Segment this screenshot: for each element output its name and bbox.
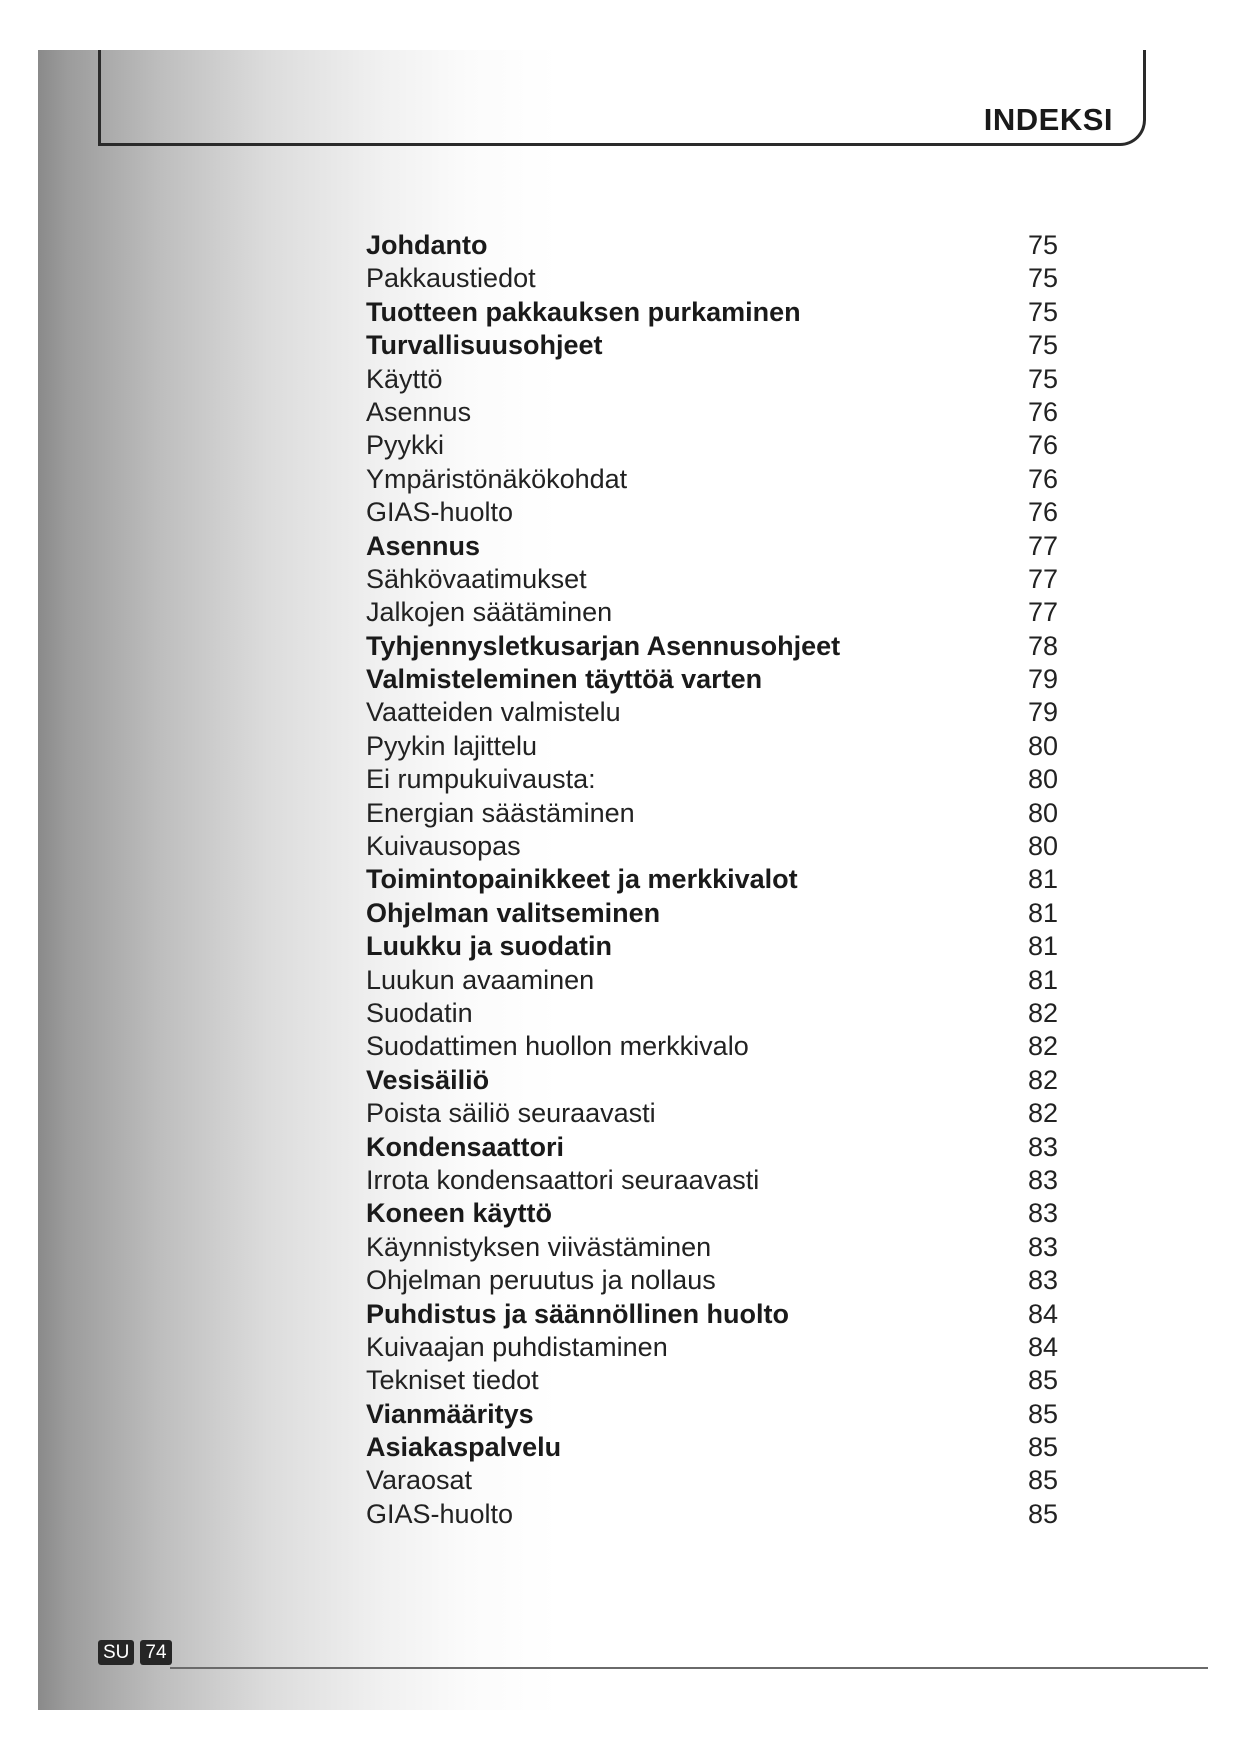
toc-entry-page: 83: [1027, 1198, 1058, 1229]
toc-entry: [366, 1298, 1058, 1331]
toc-entry-page: 81: [1027, 964, 1058, 995]
toc-entry-page: 77: [1027, 597, 1058, 628]
toc-entry-title: Luukku ja suodatin: [366, 931, 613, 962]
toc-entry: [366, 997, 1058, 1030]
toc-entry-title: Suodatin: [366, 997, 473, 1028]
toc-entry: [366, 530, 1058, 563]
toc-entry-page: 85: [1027, 1465, 1058, 1496]
toc-entry: [366, 1030, 1058, 1063]
toc-entry-title: Tekniset tiedot: [366, 1365, 539, 1396]
toc-entry-title: Koneen käyttö: [366, 1198, 553, 1229]
toc-entry-page: 75: [1027, 230, 1058, 260]
toc-entry-page: 81: [1027, 864, 1058, 895]
toc-entry-title: Vesisäiliö: [366, 1064, 490, 1095]
toc-entry: [366, 429, 1058, 462]
toc-entry-title: Suodattimen huollon merkkivalo: [366, 1031, 749, 1062]
toc-entry: [366, 696, 1058, 729]
toc-entry-title: Irrota kondensaattori seuraavasti: [366, 1164, 760, 1195]
toc-entry-title: Sähkövaatimukset: [366, 563, 587, 594]
toc-entry-page: 78: [1027, 630, 1058, 661]
toc-entry: [366, 1164, 1058, 1197]
toc-entry-title: Toimintopainikkeet ja merkkivalot: [366, 864, 798, 895]
toc-entry: [366, 463, 1058, 496]
toc-entry-title: Asiakaspalvelu: [366, 1432, 562, 1463]
toc-entry-page: 80: [1027, 764, 1058, 795]
toc-entry-title: Vaatteiden valmistelu: [366, 697, 621, 728]
toc-entry-title: Turvallisuusohjeet: [366, 330, 603, 361]
toc-entry: [366, 1464, 1058, 1497]
toc-entry-title: Käyttö: [366, 363, 443, 394]
toc-entry-title: Pyykki: [366, 430, 445, 461]
toc-entry-page: 75: [1027, 263, 1058, 294]
toc-entry-page: 76: [1027, 396, 1058, 427]
toc-entry-title: GIAS-huolto: [366, 1498, 514, 1529]
toc-entry: [366, 296, 1058, 329]
toc-entry: [366, 363, 1058, 396]
toc-entry-page: 83: [1027, 1164, 1058, 1195]
toc-entry: [366, 1264, 1058, 1297]
toc-entry-title: Tyhjennysletkusarjan Asennusohjeet: [366, 630, 841, 661]
toc-entry-page: 85: [1027, 1365, 1058, 1396]
toc-entry: [366, 964, 1058, 997]
toc-entry-title: Energian säästäminen: [366, 797, 635, 828]
toc-entry: [366, 763, 1058, 796]
toc-entry: [366, 1231, 1058, 1264]
toc-entry-page: 76: [1027, 463, 1058, 494]
toc-entry: [366, 930, 1058, 963]
page-number-badge: 74: [140, 1640, 171, 1665]
toc-entry-title: Kondensaattori: [366, 1131, 565, 1162]
toc-entry-title: Kuivaajan puhdistaminen: [366, 1331, 668, 1362]
toc-entry-title: Poista säiliö seuraavasti: [366, 1098, 656, 1129]
toc-entry-page: 84: [1027, 1331, 1058, 1362]
toc-entry-title: GIAS-huolto: [366, 497, 514, 528]
page-title: INDEKSI: [983, 102, 1113, 137]
table-of-contents: [366, 229, 1058, 1531]
toc-entry: [366, 1131, 1058, 1164]
toc-entry-title: Ohjelman valitseminen: [366, 897, 661, 928]
toc-entry-page: 81: [1027, 931, 1058, 962]
toc-entry-title: Ei rumpukuivausta:: [366, 764, 596, 795]
toc-entry-page: 82: [1027, 1031, 1058, 1062]
toc-entry-page: 79: [1027, 697, 1058, 728]
toc-entry-page: 83: [1027, 1231, 1058, 1262]
toc-entry: [366, 630, 1058, 663]
footer-badges: [98, 1640, 172, 1665]
toc-entry: [366, 1331, 1058, 1364]
toc-entry: [366, 1398, 1058, 1431]
toc-entry-title: Kuivausopas: [366, 831, 521, 862]
toc-entry-page: 76: [1027, 430, 1058, 461]
toc-entry-page: 81: [1027, 897, 1058, 928]
toc-entry: [366, 1431, 1058, 1464]
toc-entry-page: 85: [1027, 1498, 1058, 1529]
toc-entry-title: Ohjelman peruutus ja nollaus: [366, 1265, 716, 1296]
toc-entry-title: Pakkaustiedot: [366, 263, 536, 294]
toc-entry-page: 75: [1027, 330, 1058, 361]
toc-entry-page: 79: [1027, 664, 1058, 695]
toc-entry: [366, 730, 1058, 763]
toc-entry-title: Asennus: [366, 530, 481, 561]
language-badge: SU: [98, 1640, 134, 1665]
toc-entry: [366, 563, 1058, 596]
toc-entry-title: Ympäristönäkökohdat: [366, 463, 628, 494]
toc-entry: [366, 496, 1058, 529]
toc-entry-title: Varaosat: [366, 1465, 473, 1496]
header-frame: [98, 50, 1146, 146]
toc-entry: [366, 1064, 1058, 1097]
toc-entry: [366, 897, 1058, 930]
toc-entry-title: Pyykin lajittelu: [366, 730, 538, 761]
toc-entry-page: 83: [1027, 1265, 1058, 1296]
toc-entry: [366, 396, 1058, 429]
toc-entry-page: 77: [1027, 530, 1058, 561]
toc-entry: [366, 863, 1058, 896]
toc-entry-page: 82: [1027, 1064, 1058, 1095]
toc-entry-title: Asennus: [366, 396, 472, 427]
toc-entry-title: Vianmääritys: [366, 1398, 534, 1429]
toc-entry-page: 83: [1027, 1131, 1058, 1162]
toc-entry-page: 75: [1027, 296, 1058, 327]
toc-entry-title: Valmisteleminen täyttöä varten: [366, 664, 763, 695]
toc-entry: [366, 1498, 1058, 1531]
toc-entry: [366, 262, 1058, 295]
toc-entry-title: Käynnistyksen viivästäminen: [366, 1231, 712, 1262]
toc-entry-title: Johdanto: [366, 230, 488, 260]
toc-entry-title: Puhdistus ja säännöllinen huolto: [366, 1298, 790, 1329]
toc-entry-title: Jalkojen säätäminen: [366, 597, 613, 628]
toc-entry-page: 76: [1027, 497, 1058, 528]
toc-entry: [366, 1097, 1058, 1130]
toc-entry: [366, 663, 1058, 696]
toc-entry-page: 77: [1027, 563, 1058, 594]
toc-entry-page: 80: [1027, 730, 1058, 761]
toc-entry: [366, 229, 1058, 262]
toc-entry: [366, 329, 1058, 362]
toc-entry-page: 80: [1027, 797, 1058, 828]
toc-entry-page: 80: [1027, 831, 1058, 862]
toc-entry-page: 85: [1027, 1432, 1058, 1463]
toc-entry: [366, 1197, 1058, 1230]
toc-entry: [366, 596, 1058, 629]
toc-entry-page: 82: [1027, 997, 1058, 1028]
toc-entry-title: Tuotteen pakkauksen purkaminen: [366, 296, 801, 327]
toc-entry: [366, 1364, 1058, 1397]
toc-entry: [366, 830, 1058, 863]
toc-entry-page: 82: [1027, 1098, 1058, 1129]
footer-rule: [170, 1667, 1208, 1669]
toc-entry-title: Luukun avaaminen: [366, 964, 595, 995]
toc-entry-page: 75: [1027, 363, 1058, 394]
toc-entry: [366, 797, 1058, 830]
toc-entry-page: 84: [1027, 1298, 1058, 1329]
toc-entry-page: 85: [1027, 1398, 1058, 1429]
